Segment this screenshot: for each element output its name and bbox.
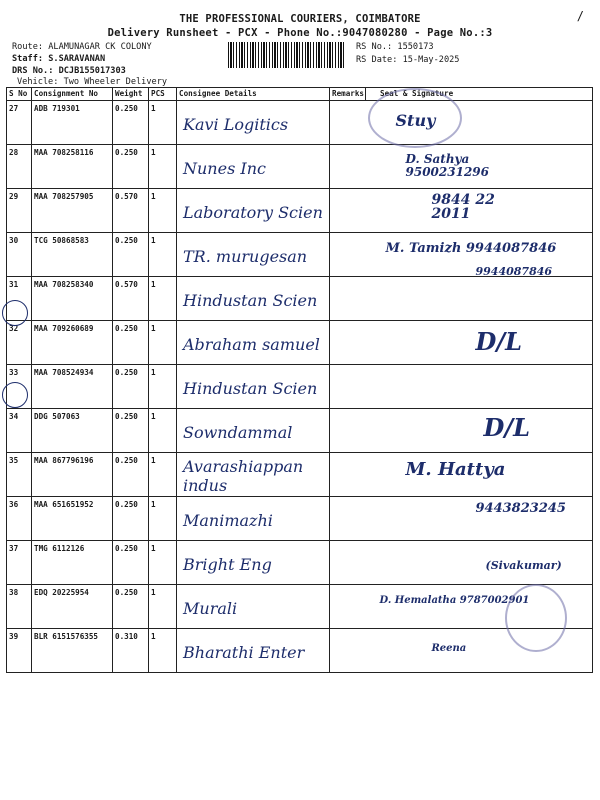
col-pcs: PCS (149, 88, 177, 101)
consignment-cell: MAA 651651952 (32, 497, 113, 541)
remarks-cell (330, 233, 366, 277)
sno-cell: 28 (7, 145, 32, 189)
signature-cell (366, 409, 593, 453)
consignee-cell: Nunes Inc (177, 145, 330, 189)
pcs-cell: 1 (149, 541, 177, 585)
rs-date: RS Date: 15-May-2025 (356, 55, 460, 65)
consignment-cell: MAA 709260689 (32, 321, 113, 365)
company-title: THE PROFESSIONAL COURIERS, COIMBATORE (179, 13, 421, 25)
signature-text: 9944087846 (475, 265, 553, 278)
weight-cell: 0.250 (113, 145, 149, 189)
remarks-cell (330, 409, 366, 453)
consignee-cell: TR. murugesan (177, 233, 330, 277)
pcs-cell: 1 (149, 585, 177, 629)
pcs-cell: 1 (149, 101, 177, 145)
pcs-cell: 1 (149, 277, 177, 321)
weight-cell: 0.250 (113, 453, 149, 497)
table-row (7, 541, 593, 585)
signature-text: (Sivakumar) (485, 559, 562, 572)
pcs-cell: 1 (149, 453, 177, 497)
table-header-row (7, 88, 593, 101)
weight-cell: 0.570 (113, 277, 149, 321)
weight-cell: 0.250 (113, 585, 149, 629)
table-row (7, 321, 593, 365)
consignment-cell: MAA 708524934 (32, 365, 113, 409)
signature-cell (366, 453, 593, 497)
remarks-cell (330, 497, 366, 541)
rs-number: RS No.: 1550173 (356, 42, 434, 52)
pcs-cell: 1 (149, 233, 177, 277)
consignee-cell: Manimazhi (177, 497, 330, 541)
signature-text: Reena (431, 643, 467, 654)
remarks-cell (330, 453, 366, 497)
sno-cell: 34 (7, 409, 32, 453)
sno-cell: 29 (7, 189, 32, 233)
weight-cell: 0.250 (113, 409, 149, 453)
weight-cell: 0.250 (113, 101, 149, 145)
consignment-cell: MAA 708257905 (32, 189, 113, 233)
signature-text: M. Tamizh 9944087846 (385, 241, 557, 256)
signature-cell (366, 189, 593, 233)
barcode-image (228, 42, 346, 68)
consignment-cell: TCG 50868583 (32, 233, 113, 277)
consignee-cell: Abraham samuel (177, 321, 330, 365)
signature-text: 9443823245 (475, 501, 566, 516)
remarks-cell (330, 145, 366, 189)
table-row (7, 497, 593, 541)
remarks-cell (330, 277, 366, 321)
remarks-cell (330, 101, 366, 145)
consignment-cell: EDQ 20225954 (32, 585, 113, 629)
corner-mark: / (576, 9, 584, 23)
sno-cell: 30 (7, 233, 32, 277)
runsheet-title: Delivery Runsheet - PCX - Phone No.:9047080280 - Page No.:3 (107, 27, 493, 39)
signature-text: D. Hemalatha 9787002901 (379, 595, 530, 606)
table-row (7, 189, 593, 233)
pcs-cell: 1 (149, 321, 177, 365)
sno-circle-mark (2, 300, 28, 326)
pcs-cell: 1 (149, 629, 177, 673)
table-row (7, 365, 593, 409)
staff-label: Staff: S.SARAVANAN (12, 54, 106, 64)
vehicle-label: Vehicle: Two Wheeler Delivery (17, 77, 168, 87)
signature-text: D/L (483, 413, 530, 442)
pcs-cell: 1 (149, 409, 177, 453)
consignee-cell: Murali (177, 585, 330, 629)
remarks-cell (330, 585, 366, 629)
table-row (7, 101, 593, 145)
route-label: Route: ALAMUNAGAR CK COLONY (12, 42, 152, 52)
signature-cell (366, 321, 593, 365)
signature-cell (366, 541, 593, 585)
signature-cell (366, 265, 593, 321)
weight-cell: 0.250 (113, 365, 149, 409)
pcs-cell: 1 (149, 497, 177, 541)
table-row (7, 629, 593, 673)
consignee-cell: Laboratory Scien (177, 189, 330, 233)
consignee-cell: Avarashiappan indus (177, 453, 330, 497)
drs-label: DRS No.: DCJB155017303 (12, 66, 126, 76)
sno-cell: 33 (7, 365, 32, 409)
consignee-cell: Hindustan Scien (177, 365, 330, 409)
table-row (7, 277, 593, 321)
signature-text: D/L (475, 327, 522, 356)
seal-stamp (368, 88, 462, 148)
weight-cell: 0.250 (113, 497, 149, 541)
col-consignment: Consignment No (32, 88, 113, 101)
remarks-cell (330, 629, 366, 673)
consignment-cell: MAA 867796196 (32, 453, 113, 497)
col-sno: S No (7, 88, 32, 101)
consignment-cell: ADB 719301 (32, 101, 113, 145)
sno-cell: 38 (7, 585, 32, 629)
table-row (7, 145, 593, 189)
signature-cell (366, 145, 593, 189)
consignee-cell: Bharathi Enter (177, 629, 330, 673)
remarks-cell (330, 189, 366, 233)
table-row (7, 409, 593, 453)
remarks-cell (330, 365, 366, 409)
signature-text: Stuy (395, 111, 436, 130)
remarks-cell (330, 321, 366, 365)
consignee-cell: Hindustan Scien (177, 277, 330, 321)
signature-text: 9844 22 2011 (431, 192, 495, 222)
signature-text: D. Sathya 9500231296 (405, 152, 489, 179)
sno-cell: 39 (7, 629, 32, 673)
remarks-cell (330, 541, 366, 585)
runsheet-table (6, 87, 593, 673)
weight-cell: 0.250 (113, 321, 149, 365)
signature-cell (366, 497, 593, 541)
signature-cell (366, 365, 593, 409)
pcs-cell: 1 (149, 145, 177, 189)
sno-circle-mark (2, 382, 28, 408)
consignee-cell: Bright Eng (177, 541, 330, 585)
consignment-cell: MAA 708258116 (32, 145, 113, 189)
col-weight: Weight (113, 88, 149, 101)
consignee-cell: Kavi Logitics (177, 101, 330, 145)
consignment-cell: BLR 6151576355 (32, 629, 113, 673)
weight-cell: 0.310 (113, 629, 149, 673)
consignment-cell: MAA 708258340 (32, 277, 113, 321)
consignee-cell: Sowndammal (177, 409, 330, 453)
sno-cell: 27 (7, 101, 32, 145)
sno-cell: 37 (7, 541, 32, 585)
consignment-cell: TMG 6112126 (32, 541, 113, 585)
seal-stamp (505, 584, 567, 652)
col-remarks: Remarks (330, 88, 366, 101)
weight-cell: 0.250 (113, 541, 149, 585)
table-row (7, 453, 593, 497)
col-consignee: Consignee Details (177, 88, 330, 101)
col-signature: Seal & Signature (366, 88, 593, 101)
signature-text: M. Hattya (405, 459, 506, 480)
sno-cell: 32 (7, 321, 32, 365)
weight-cell: 0.570 (113, 189, 149, 233)
sno-cell: 36 (7, 497, 32, 541)
pcs-cell: 1 (149, 365, 177, 409)
sno-cell: 31 (7, 277, 32, 321)
sno-cell: 35 (7, 453, 32, 497)
weight-cell: 0.250 (113, 233, 149, 277)
pcs-cell: 1 (149, 189, 177, 233)
consignment-cell: DDG 507063 (32, 409, 113, 453)
